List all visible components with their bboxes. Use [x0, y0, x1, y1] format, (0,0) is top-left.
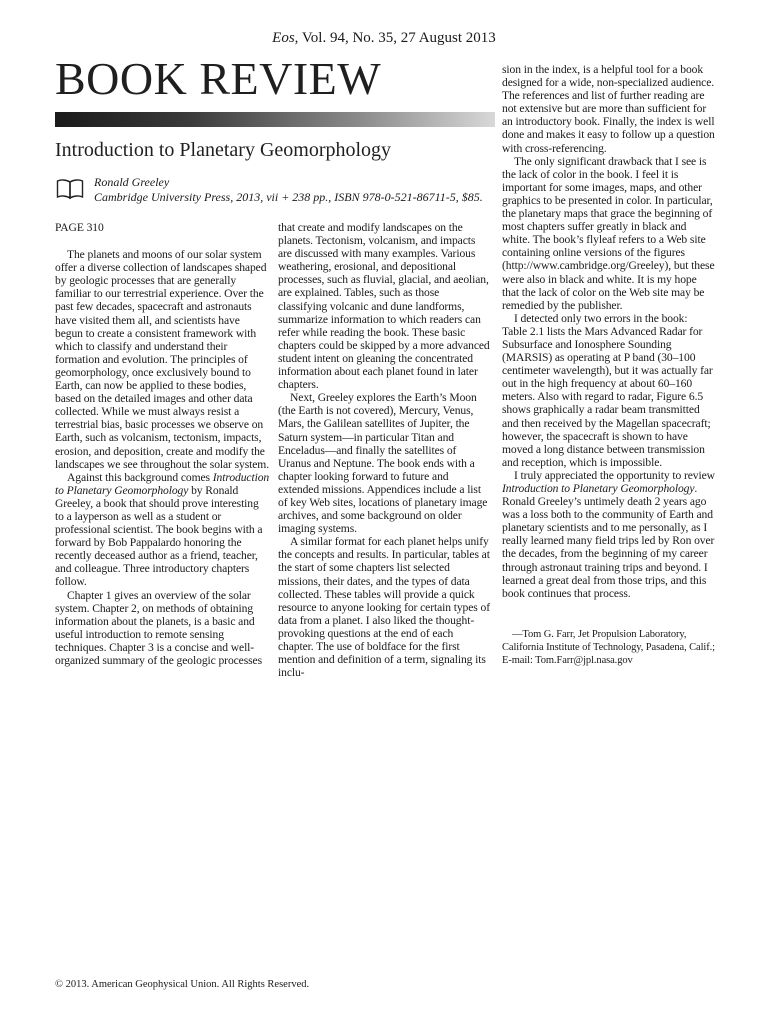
paragraph: A similar format for each planet helps unify the concepts and results. In particular, tables at the start of some chapters list selected missions, their dates, and the types of data collected. These tables will provide a quick resource to anyone looking for certain types of data from a planet. I also liked the thought-provoking questions at the end of each chapter. The use of boldface for the first mention and definition of a term, signaling its inclu-: [278, 535, 490, 680]
column-3: [502, 63, 715, 667]
book-meta: [94, 175, 483, 205]
paragraph: [55, 471, 270, 589]
text-run: . Ronald Greeley’s untimely death 2 years ago was a loss both to the community of Earth and planetary scientists and to me personally, as I really learned many field trips led by Ron over the decades, from the beginning of my career through astronaut training trips and beyond. I learned a great deal from those trips, and this book continues that process.: [502, 482, 715, 600]
journal-name: Eos: [272, 30, 295, 46]
text-run: Against this background comes: [67, 470, 213, 484]
book-author: Ronald Greeley: [94, 175, 170, 189]
paragraph: that create and modify landscapes on the planets. Tectonism, volcanism, and impacts are discussed with many examples. Various weathering, erosional, and depositional processes, such as fluvial, glacial, and aeolian, are explained. Tables, such as those classifying volcanic and dune landforms, summarize information to which readers can refer while reading the book. These basic chapters could be skipped by a more advanced student intent on gleaning the concentrated information about each planet found in later chapters.: [278, 221, 490, 392]
text-run: by Ronald Greeley, a book that should prove interesting to a layperson as well as a student or professional scientist. The book begins with a forward by Bob Pappalardo honoring the recently deceased author as a friend, teacher, and colleague. Three introductory chapters follow.: [55, 483, 263, 589]
book-publisher: Cambridge University Press, 2013, vii + 238 pp., ISBN 978-0-521-86711-5, $85.: [94, 190, 483, 204]
paragraph: Next, Greeley explores the Earth’s Moon (the Earth is not covered), Mercury, Venus, Mars, the Galilean satellites of Jupiter, the Saturn system—in particular Titan and Enceladus—and finally the satellites of Uranus and Neptune. The book ends with a chapter looking forward to future and extended missions. Appendices include a list of key Web sites, locations of planetary image archives, and some background on older imaging systems.: [278, 391, 488, 536]
paragraph: The only significant drawback that I see is the lack of color in the book. I feel it is important for some images, maps, and other graphics to be presented in color. In particular, the planetary maps that grace the beginning of most chapters suffer greatly in black and white. The book’s flyleaf refers to a Web site containing online versions of the figures (http://www.cambridge.org/Greeley), but these were also in black and white. It is my hope that the lack of color on the Web site may be remedied by the publisher.: [502, 154, 715, 312]
text-run: I truly appreciated the opportunity to review: [514, 468, 715, 482]
book-title: Introduction to Planetary Geomorphology: [55, 139, 392, 161]
copyright-footer: © 2013. American Geophysical Union. All Rights Reserved.: [55, 979, 310, 990]
column-2: [278, 221, 491, 679]
journal-header: [0, 30, 768, 47]
paragraph: The planets and moons of our solar system offer a diverse collection of landscapes shaped by geologic processes that are generally familiar to our terrestrial experience. Over the past few decades, spacecraft and astronauts have visited them all, and scientists have begun to create a consistent framework with which to classify and understand their formation and evolution. The principles of geomorphology, once exclusively bound to Earth, can now be applied to these bodies, based on the detailed images and other data collected. While we must always resist a terrestrial bias, basic processes we observe on Earth, such as volcanism, tectonism, impacts, erosion, and deposition, create and modify the landscapes we see throughout the solar system.: [55, 248, 270, 471]
book-title-italic: Introduction to Planetary Geomorphology: [55, 470, 270, 497]
paragraph: [502, 469, 715, 600]
section-title: BOOK REVIEW: [55, 53, 382, 104]
book-title-italic: Introduction to Planetary Geomorphology: [502, 482, 695, 495]
reviewer-signature: —Tom G. Farr, Jet Propulsion Laboratory, California Institute of Technology, Pasadena, Calif.; E-mail: Tom.Farr@jpl.nasa.gov: [502, 628, 715, 666]
column-1: [55, 221, 270, 667]
title-gradient-bar: [55, 112, 495, 127]
paragraph: I detected only two errors in the book: Table 2.1 lists the Mars Advanced Radar for Subsurface and Ionosphere Sounding (MARSIS) as operating at P band (30–100 centimeter wavelength), but it was actually far out in the high frequency at about 60–160 meters. Also with regard to radar, Figure 6.5 shows graphically a radar beam transmitted and then received by the Magellan spacecraft; however, the spacecraft is shown to have moved a long distance between transmission and reception, which is impossible.: [502, 311, 713, 469]
page-reference: PAGE 310: [55, 221, 104, 234]
issue-info: , Vol. 94, No. 35, 27 August 2013: [294, 30, 496, 46]
paragraph: Chapter 1 gives an overview of the solar system. Chapter 2, on methods of obtaining information about the planets, is a basic and useful introduction to remote sensing techniques. Chapter 3 is a concise and well-organized summary of the geologic processes: [55, 588, 263, 667]
open-book-icon: [56, 178, 84, 200]
paragraph: sion in the index, is a helpful tool for a book designed for a wide, non-specialized audience. The references and list of further reading are not extensive but are more than sufficient for an introductory book. Finally, the index is well done and makes it easy to follow up a question with cross-referencing.: [502, 63, 715, 155]
